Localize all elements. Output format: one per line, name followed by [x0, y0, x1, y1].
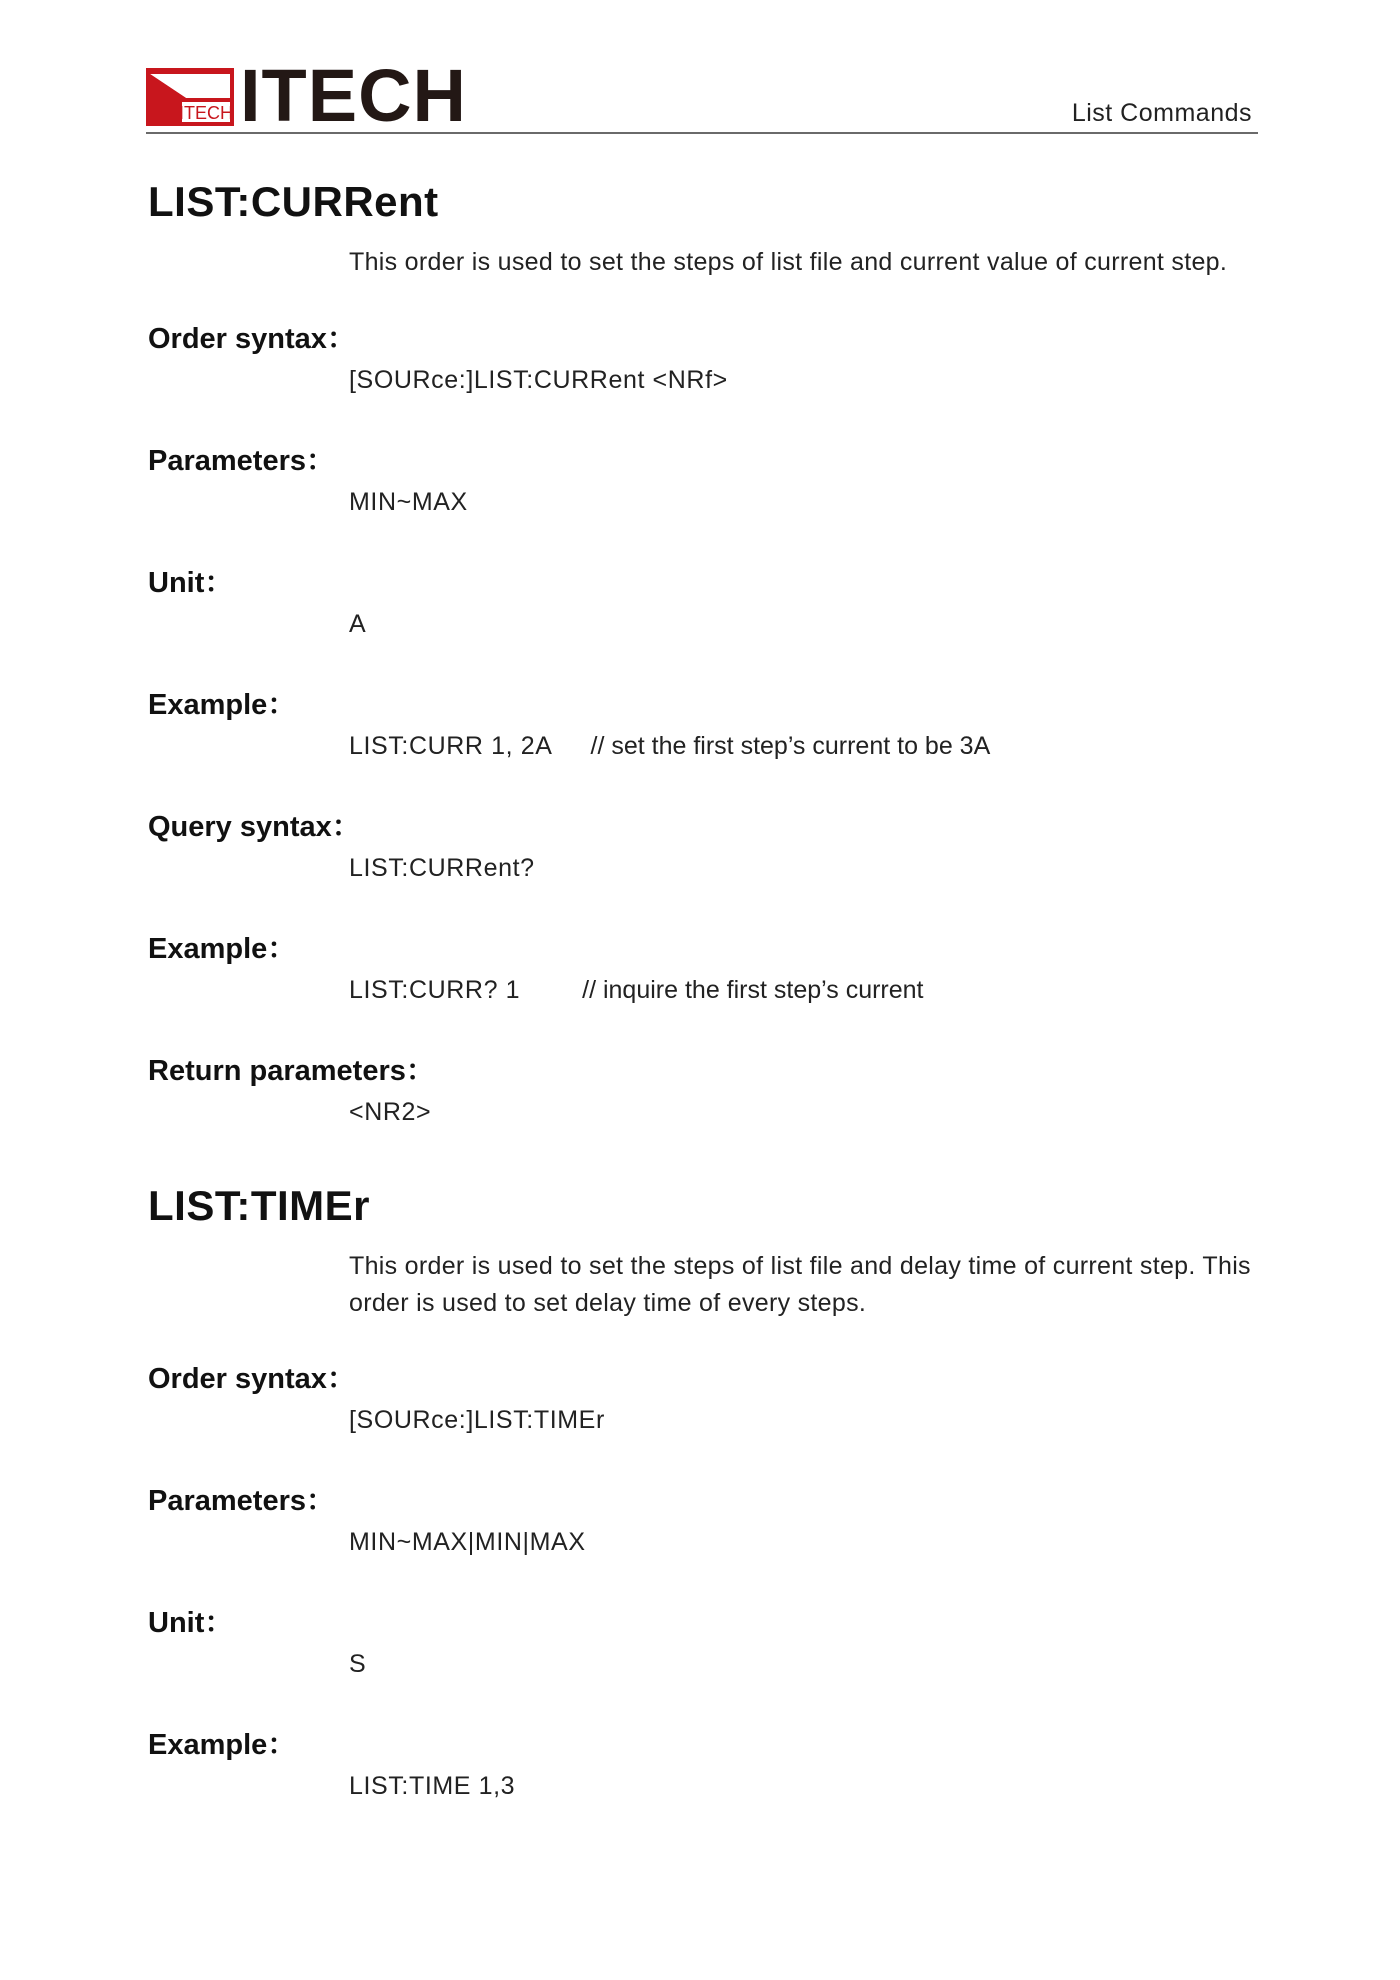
unit-value: A	[349, 610, 367, 638]
timer-parameters-label: Parameters：	[148, 1485, 335, 1517]
parameters-value: MIN~MAX	[349, 488, 468, 516]
description-current: This order is used to set the steps of list file and current value of current step.	[349, 248, 1228, 276]
timer-unit-value: S	[349, 1650, 367, 1678]
logo-mark-text: ITECH	[179, 103, 233, 123]
itech-logo	[146, 54, 467, 137]
example-label: Example：	[148, 689, 297, 721]
example2-line	[349, 976, 924, 1005]
page-header	[146, 54, 1258, 137]
timer-parameters-value: MIN~MAX|MIN|MAX	[349, 1528, 586, 1556]
timer-order-syntax-label: Order syntax：	[148, 1363, 356, 1395]
section-title-current: LIST:CURRent	[148, 178, 439, 225]
itech-logo-mark	[146, 68, 234, 126]
timer-order-syntax-value: [SOURce:]LIST:TIMEr	[349, 1406, 605, 1434]
timer-example-label: Example：	[148, 1729, 297, 1761]
timer-example-value: LIST:TIME 1,3	[349, 1772, 516, 1800]
query-syntax-value: LIST:CURRent?	[349, 854, 535, 882]
unit-label: Unit：	[148, 567, 234, 599]
section-title-timer: LIST:TIMEr	[148, 1182, 370, 1229]
example-command: LIST:CURR 1, 2A	[349, 732, 553, 760]
example2-command: LIST:CURR? 1	[349, 976, 521, 1004]
query-syntax-label: Query syntax：	[148, 811, 361, 843]
example2-label: Example：	[148, 933, 297, 965]
order-syntax-label: Order syntax：	[148, 323, 356, 355]
return-parameters-label: Return parameters：	[148, 1055, 435, 1087]
example-line	[349, 732, 990, 761]
timer-unit-label: Unit：	[148, 1607, 234, 1639]
parameters-label: Parameters：	[148, 445, 335, 477]
logo-wordmark: ITECH	[240, 54, 467, 137]
return-parameters-value: <NR2>	[349, 1098, 432, 1126]
example2-comment: // inquire the first step’s current	[582, 976, 924, 1004]
description-timer: This order is used to set the steps of list file and delay time of current step. This order is used to set delay time of every steps.	[349, 1252, 1251, 1317]
header-section-label: List Commands	[1071, 99, 1252, 127]
order-syntax-value: [SOURce:]LIST:CURRent <NRf>	[349, 366, 728, 394]
example-comment: // set the first step’s current to be 3A	[590, 732, 991, 760]
